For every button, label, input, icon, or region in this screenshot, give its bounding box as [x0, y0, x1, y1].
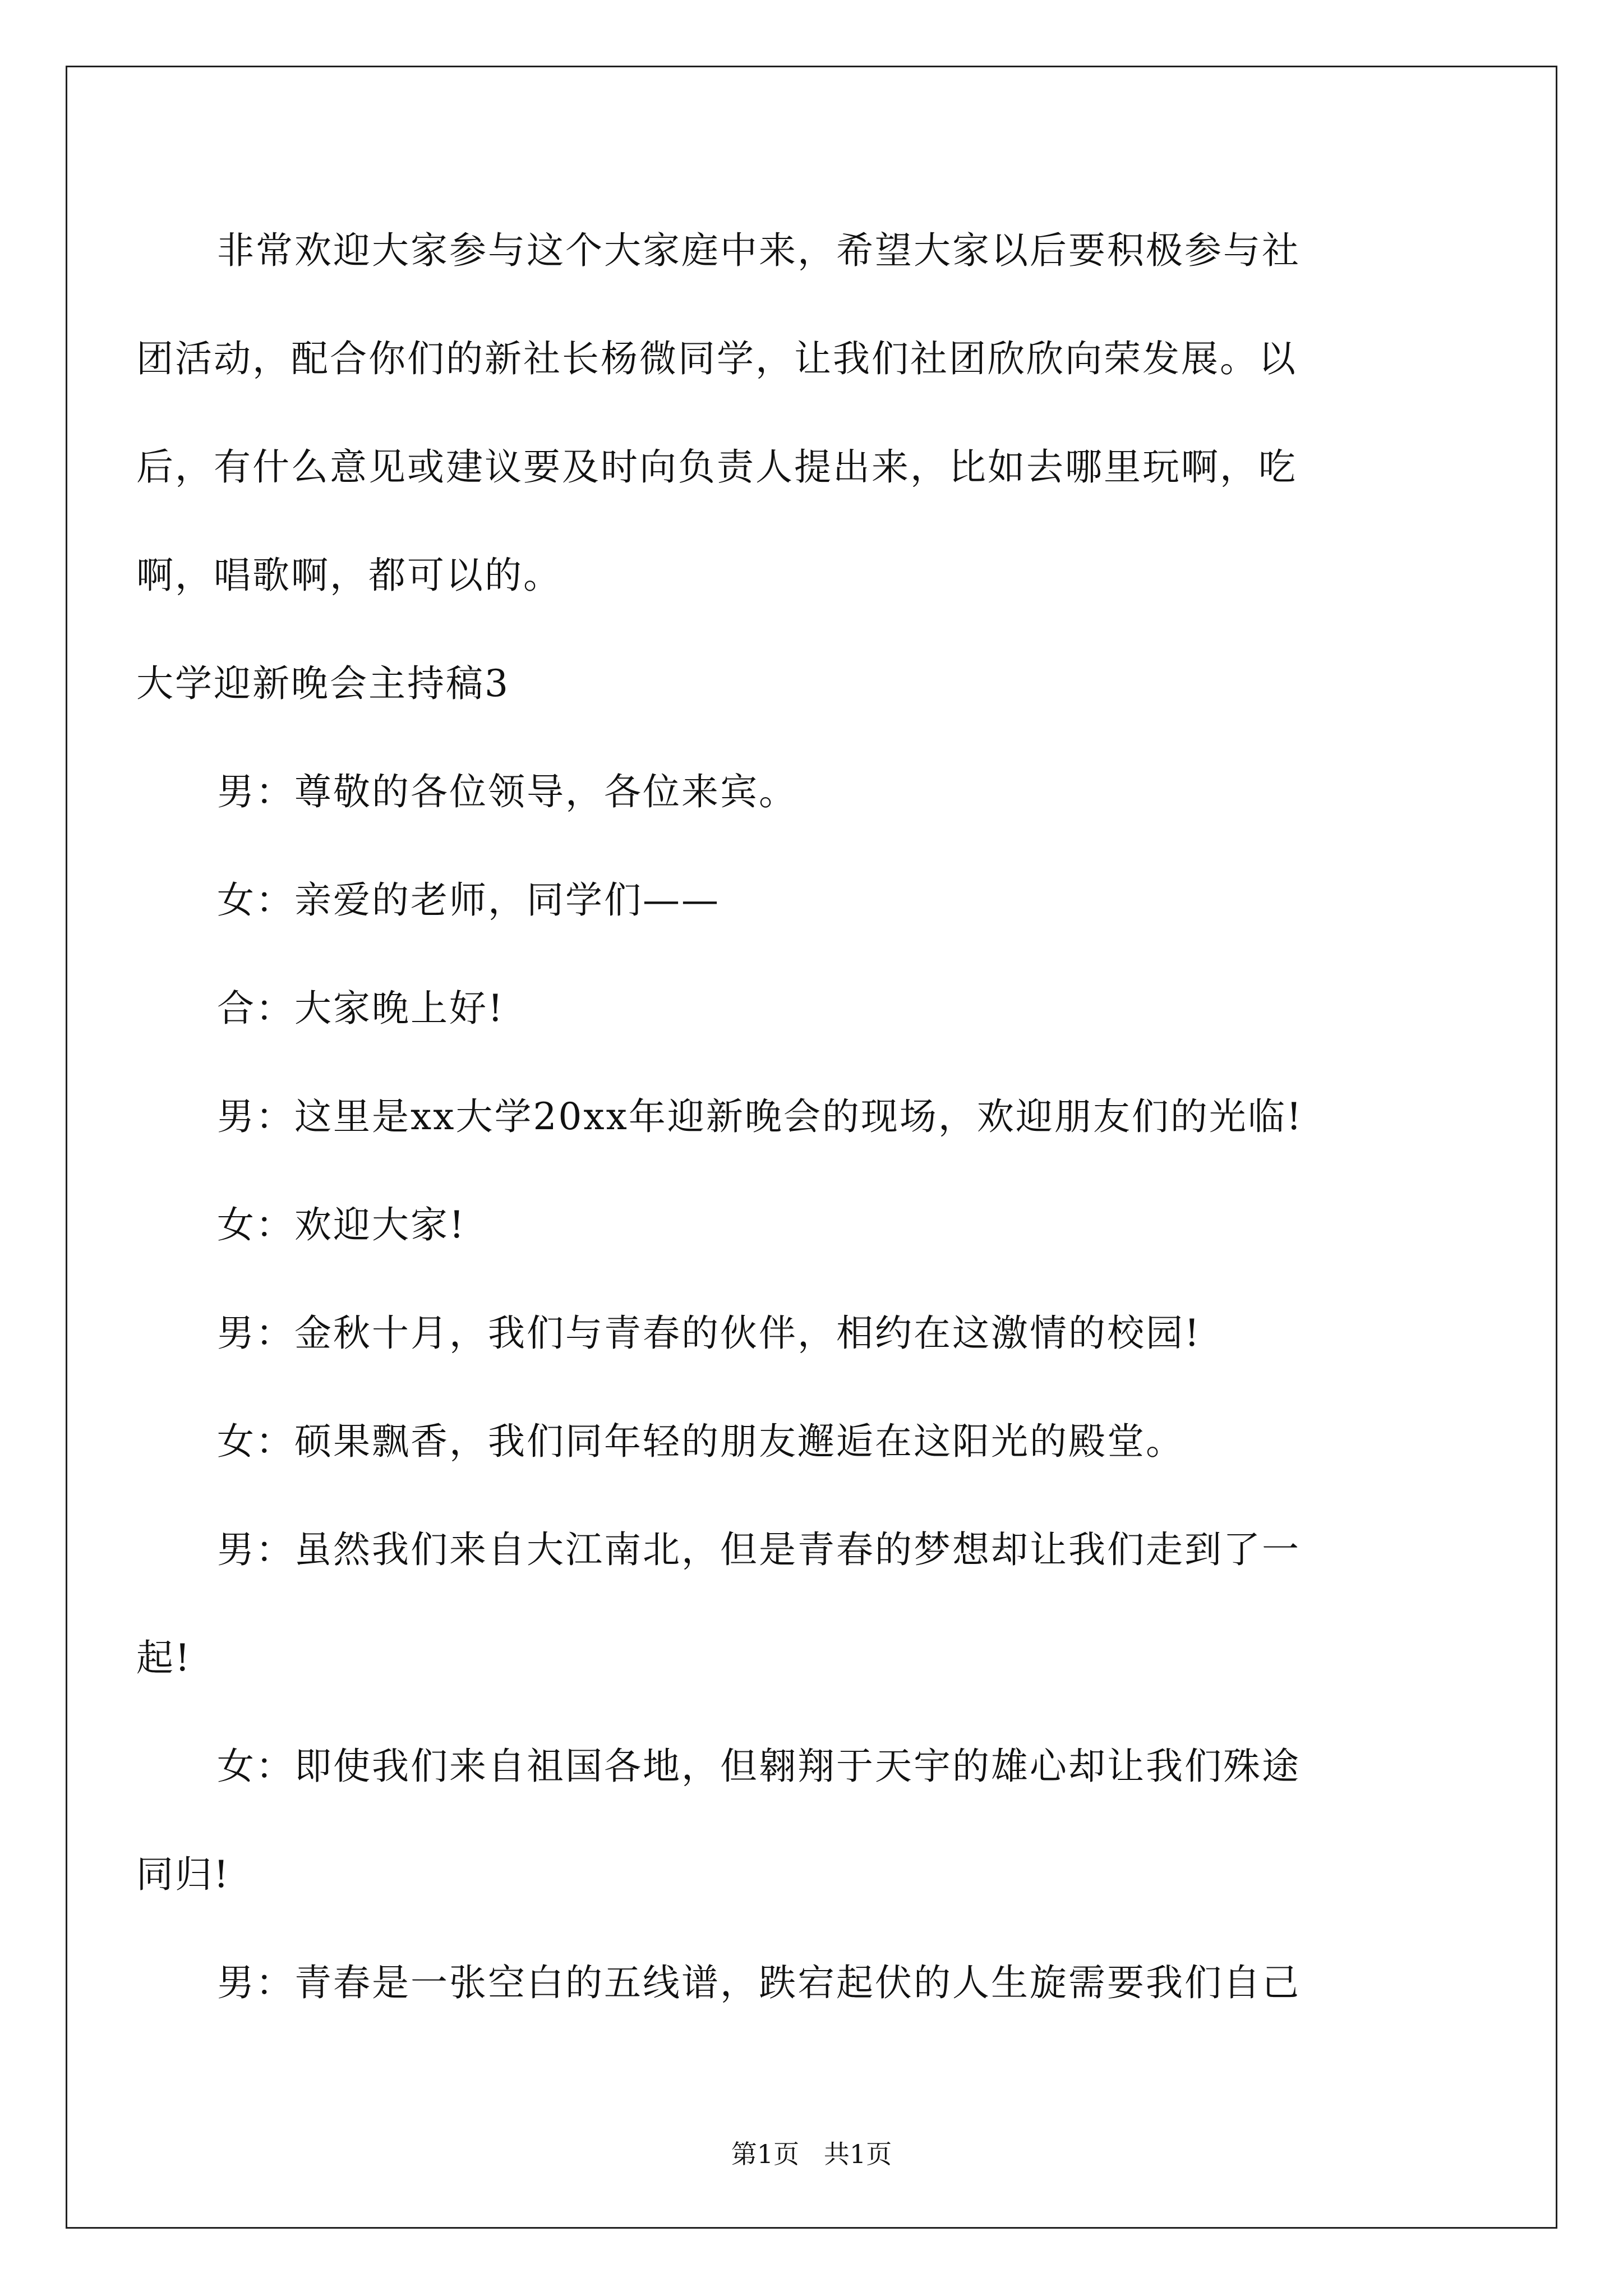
dialogue-line: 男：尊敬的各位领导，各位来宾。 — [217, 770, 797, 813]
dialogue-line: 合：大家晚上好! — [217, 987, 505, 1030]
paragraph-line: 啊，唱歌啊，都可以的。 — [136, 554, 562, 597]
dialogue-line: 起! — [136, 1636, 192, 1680]
paragraph-line: 后，有什么意见或建议要及时向负责人提出来，比如去哪里玩啊，吃 — [136, 445, 1297, 489]
dialogue-line: 男：这里是xx大学20xx年迎新晚会的现场，欢迎朋友们的光临! — [217, 1095, 1303, 1138]
paragraph-line: 非常欢迎大家参与这个大家庭中来，希望大家以后要积极参与社 — [217, 229, 1301, 272]
page-number-footer: 第1页 共1页 — [731, 2139, 892, 2169]
page-border — [66, 66, 1557, 2229]
dialogue-line: 女：硕果飘香，我们同年轻的朋友邂逅在这阳光的殿堂。 — [217, 1420, 1184, 1463]
section-heading: 大学迎新晚会主持稿3 — [136, 662, 510, 705]
dialogue-line: 女：欢迎大家! — [217, 1203, 466, 1246]
dialogue-line: 男：金秋十月，我们与青春的伙伴，相约在这激情的校园! — [217, 1312, 1201, 1355]
dialogue-line: 女：即使我们来自祖国各地，但翱翔于天宇的雄心却让我们殊途 — [217, 1745, 1301, 1788]
dialogue-line: 男：虽然我们来自大江南北，但是青春的梦想却让我们走到了一 — [217, 1528, 1301, 1571]
dialogue-line: 女：亲爱的老师，同学们—— — [217, 878, 720, 922]
dialogue-line: 男：青春是一张空白的五线谱，跌宕起伏的人生旋需要我们自己 — [217, 1961, 1301, 2004]
paragraph-line: 团活动，配合你们的新社长杨微同学，让我们社团欣欣向荣发展。以 — [136, 337, 1297, 380]
dialogue-line: 同归! — [136, 1853, 230, 1896]
